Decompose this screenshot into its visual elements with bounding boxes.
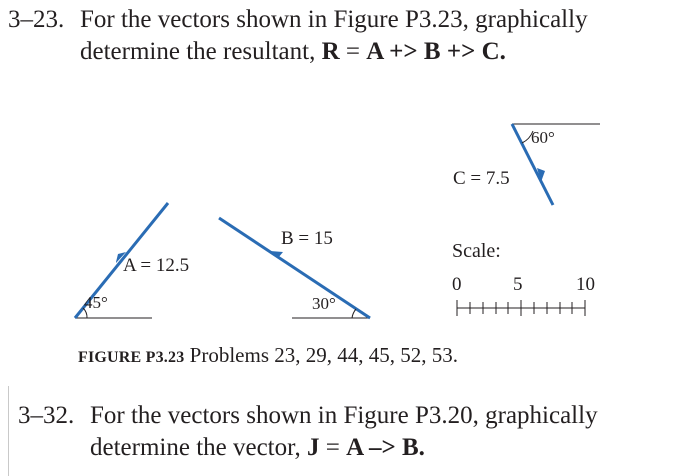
scale-tick-label-5: 5 bbox=[513, 274, 523, 295]
problem-text: determine the resultant, bbox=[80, 38, 322, 65]
vector-b-label: B = 15 bbox=[281, 228, 333, 249]
equals-sign: = bbox=[319, 434, 347, 461]
vector-c-angle: 60° bbox=[531, 128, 555, 147]
vector-a-label: A = 12.5 bbox=[123, 255, 190, 276]
scale-title: Scale: bbox=[452, 240, 501, 262]
scale-tick-label-0: 0 bbox=[452, 274, 462, 295]
equals-sign: = bbox=[339, 38, 367, 65]
vector-a-angle: 45° bbox=[84, 293, 108, 312]
vector-a bbox=[75, 203, 189, 318]
figure-caption-text: Problems 23, 29, 44, 45, 52, 53. bbox=[184, 343, 458, 367]
section-divider bbox=[8, 386, 9, 476]
problem-number: 3–32. bbox=[18, 402, 75, 429]
problem-text-line-1 bbox=[90, 400, 598, 432]
scale-tick-label-10: 10 bbox=[576, 274, 595, 295]
vector-j-symbol: J bbox=[306, 434, 320, 461]
problem-text: For the vectors shown in Figure P3.20, graphically bbox=[90, 402, 598, 429]
problem-text: determine the vector, bbox=[90, 434, 307, 461]
vector-b-angle-arc bbox=[352, 309, 356, 318]
resultant-symbol: R bbox=[321, 38, 340, 65]
figure-caption-label: FIGURE P3.23 bbox=[78, 349, 185, 366]
vector-expression: A –> B. bbox=[346, 434, 425, 461]
vector-c-label: C = 7.5 bbox=[453, 168, 510, 189]
problem-text: For the vectors shown in Figure P3.23, graphically bbox=[80, 6, 588, 33]
problem-number: 3–23. bbox=[8, 6, 65, 33]
vector-b bbox=[219, 218, 370, 318]
scale-bar bbox=[452, 240, 595, 316]
vector-expression: A +> B +> C. bbox=[366, 38, 506, 65]
vector-c bbox=[453, 124, 600, 205]
figure-caption bbox=[78, 343, 458, 368]
vector-b-angle: 30° bbox=[312, 294, 336, 313]
problem-text-line-2 bbox=[90, 432, 425, 464]
problem-3-32 bbox=[18, 400, 678, 466]
